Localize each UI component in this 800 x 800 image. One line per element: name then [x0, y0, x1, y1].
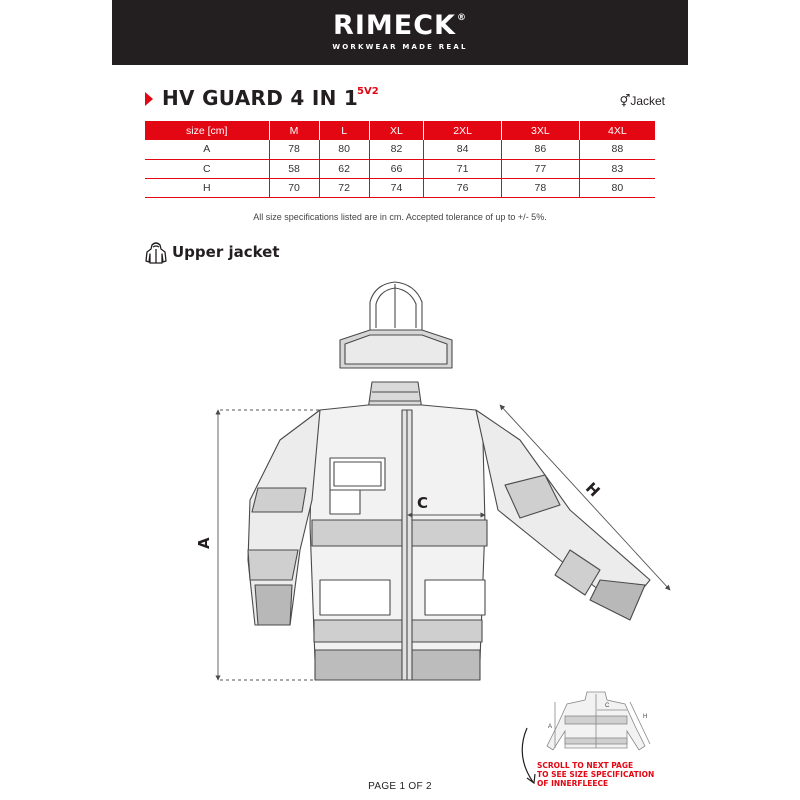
table-cell: 76: [424, 178, 502, 197]
table-cell: 80: [319, 140, 369, 159]
thumbnail-label-h: H: [643, 714, 648, 720]
size-table-header: size [cm]: [145, 121, 269, 140]
table-cell: 88: [579, 140, 655, 159]
dimension-label-c: C: [417, 494, 429, 512]
product-title-row: [145, 86, 665, 114]
size-table-header: M: [269, 121, 319, 140]
table-cell: 72: [319, 178, 369, 197]
product-title: HV GUARD 4 IN 1: [162, 86, 359, 110]
brand-tagline: WORKWEAR MADE REAL: [332, 43, 468, 51]
callout-line: SCROLL TO NEXT PAGE: [537, 761, 634, 770]
jacket-icon: [145, 241, 167, 265]
innerfleece-thumbnail: [535, 686, 657, 756]
table-cell: 70: [269, 178, 319, 197]
page-number: PAGE 1 OF 2: [368, 781, 432, 792]
table-cell: H: [145, 178, 269, 197]
table-cell: A: [145, 140, 269, 159]
brand-name: RIMECK: [333, 10, 456, 41]
registered-mark: ®: [456, 13, 467, 23]
table-cell: 78: [502, 178, 580, 197]
table-cell: 82: [369, 140, 424, 159]
tolerance-note: All size specifications listed are in cm. Accepted tolerance of up to +/- 5%.: [253, 212, 547, 222]
table-cell: 77: [502, 159, 580, 178]
hood-drawing: [340, 282, 452, 368]
product-category: [619, 94, 665, 108]
table-cell: 74: [369, 178, 424, 197]
brand-logo: [112, 10, 688, 41]
callout-line: OF INNERFLEECE: [537, 779, 609, 788]
table-cell: 62: [319, 159, 369, 178]
product-variant: 5V2: [357, 86, 379, 97]
table-cell: 80: [579, 178, 655, 197]
table-cell: C: [145, 159, 269, 178]
title-arrow-icon: [145, 92, 153, 106]
dimension-label-h: H: [581, 478, 604, 501]
size-table-header: XL: [369, 121, 424, 140]
table-cell: 83: [579, 159, 655, 178]
brand-header: [112, 0, 688, 65]
size-table-header: 4XL: [579, 121, 655, 140]
size-table-header-row: [145, 121, 655, 140]
size-table-header: 3XL: [502, 121, 580, 140]
table-cell: 66: [369, 159, 424, 178]
jacket-body-drawing: [248, 382, 650, 680]
table-cell: 78: [269, 140, 319, 159]
size-table-header: L: [319, 121, 369, 140]
table-row: [145, 140, 655, 159]
size-table: [145, 121, 655, 198]
jacket-technical-drawing: [180, 280, 680, 690]
table-cell: 84: [424, 140, 502, 159]
size-table-header: 2XL: [424, 121, 502, 140]
callout-line: TO SEE SIZE SPECIFICATION: [537, 770, 655, 779]
table-row: [145, 178, 655, 197]
dimension-label-a: A: [195, 537, 213, 549]
table-row: [145, 159, 655, 178]
thumbnail-label-a: A: [548, 724, 553, 730]
section-title: Upper jacket: [172, 243, 280, 261]
thumbnail-label-c: C: [605, 703, 610, 709]
gender-icon: ⚥: [619, 94, 631, 108]
table-cell: 71: [424, 159, 502, 178]
table-cell: 58: [269, 159, 319, 178]
table-cell: 86: [502, 140, 580, 159]
category-label: Jacket: [630, 94, 665, 108]
